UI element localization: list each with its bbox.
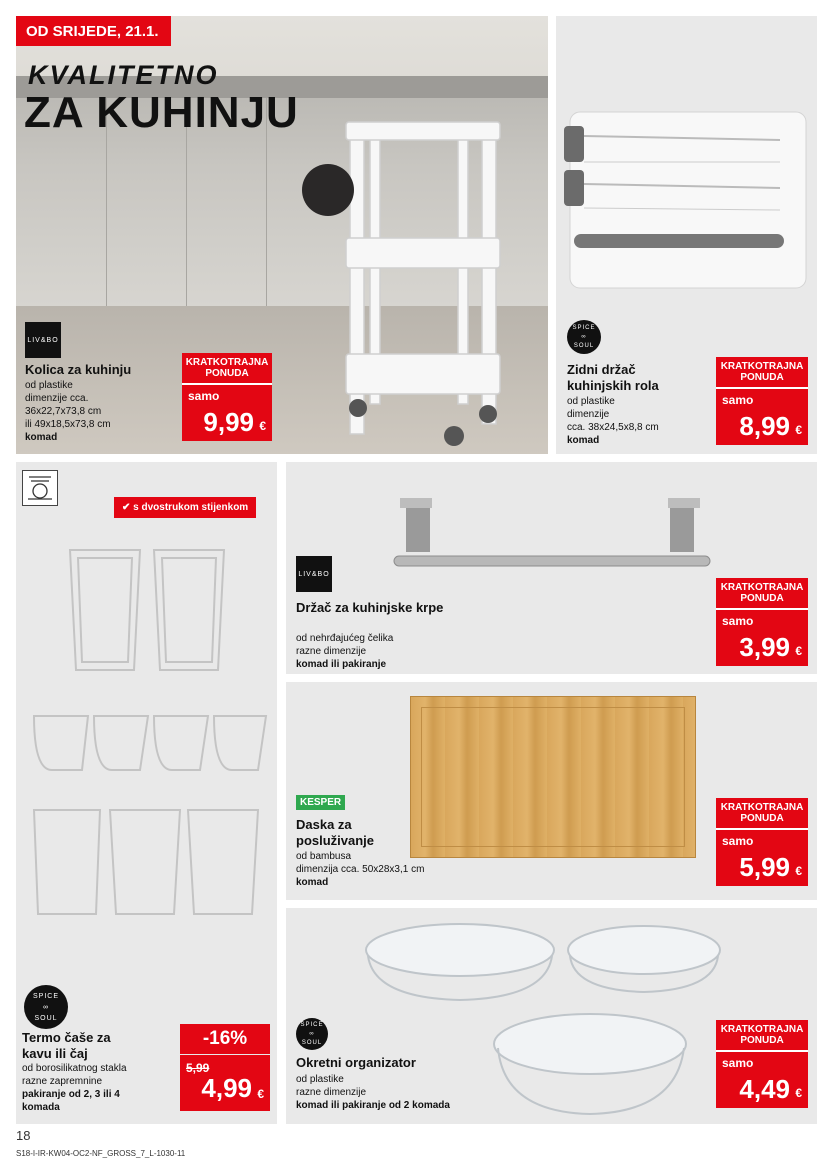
product-desc [296,1073,496,1112]
samo-label: samo [722,614,754,628]
feature-tag: ✔ s dvostrukom stijenkom [114,497,256,518]
product-desc [25,379,175,444]
hero-title-line1: KVALITETNO [28,60,219,90]
price-tag [716,357,808,445]
discount-badge: -16% [180,1024,270,1054]
desc-line: razne zapremnine [22,1076,103,1087]
brand-text: ∞ [309,1030,315,1037]
feature-text: s dvostrukom stijenkom [133,502,249,513]
offer-flag: KRATKOTRAJNA PONUDA [716,1020,808,1052]
color-swatch-black [302,164,354,216]
currency: € [259,419,266,433]
price-tag [716,1020,808,1108]
desc-line: dimenzije [567,409,610,420]
desc-line: dimenzija cca. 50x28x3,1 cm [296,864,425,875]
product-name: Okretni organizator [296,1055,416,1070]
samo-label: samo [722,834,754,848]
desc-line: od borosilikatnog stakla [22,1063,127,1074]
product-desc [567,395,697,447]
currency: € [795,423,802,437]
brand-logo-kesper: KESPER [296,795,345,810]
unit-label: komad ili pakiranje [296,659,387,670]
unit-label: komad ili pakiranje od 2 komada [296,1100,450,1111]
currency: € [795,644,802,658]
page-number: 18 [16,1128,31,1143]
product-name: Termo čaše za kavu ili čaj [22,1030,111,1061]
brand-logo: LIV&BO [25,322,61,358]
brand-text: SOUL [301,1039,323,1046]
desc-line: od plastike [567,396,615,407]
price-tag [716,578,808,666]
desc-line: cca. 38x24,5x8,8 cm [567,422,659,433]
product-desc [296,850,466,889]
currency: € [795,864,802,878]
desc-line: od plastike [296,1074,344,1085]
brand-logo: LIV&BO [296,556,332,592]
unit-label: pakiranje od 2, 3 ili 4 komada [22,1089,120,1113]
product-name: Držač za kuhinjske krpe [296,600,444,615]
price-value: 9,99 [203,407,254,437]
product-name: Daska za posluživanje [296,817,375,848]
offer-flag: KRATKOTRAJNA PONUDA [716,578,808,610]
samo-label: samo [722,393,754,407]
brand-text: ∞ [43,1003,49,1011]
brand-text: SPICE [300,1021,324,1028]
offer-flag: KRATKOTRAJNA PONUDA [182,353,272,385]
price-value: 8,99 [739,411,790,441]
product-name: Kolica za kuhinju [25,362,132,377]
brand-logo-spice-soul [24,985,68,1029]
product-desc [22,1062,182,1114]
desc-line: razne dimenzije [296,1087,367,1098]
old-price: 5,99 [186,1061,210,1075]
hero-title-line2: ZA KUHINJU [24,88,299,137]
price-tag [182,353,272,441]
desc-line: od nehrđajućeg čelika [296,633,394,644]
price-tag [716,798,808,886]
brand-text: ∞ [581,333,587,340]
roll-holder-image [560,106,810,296]
desc-line: 36x22,7x73,8 cm [25,406,102,417]
unit-label: komad [296,877,329,888]
product-desc [296,632,456,671]
price-value: 3,99 [739,632,790,662]
desc-line: ili 49x18,5x73,8 cm [25,419,111,430]
brand-logo-spice-soul [296,1018,328,1050]
desc-line: razne dimenzije [296,646,367,657]
unit-label: komad [567,435,600,446]
brand-text: SPICE [32,992,59,1000]
brand-logo-spice-soul [567,320,601,354]
desc-line: od bambusa [296,851,352,862]
desc-line: od plastike [25,380,73,391]
price-value: 5,99 [739,852,790,882]
glasses-image [30,540,270,920]
kitchen-trolley-image [336,116,536,454]
footer-code: S18-I-IR-KW04-OC2-NF_GROSS_7_L-1030-11 [16,1149,186,1158]
currency: € [257,1087,264,1101]
price-tag [180,1055,270,1111]
brand-text: SOUL [573,342,595,349]
samo-label: samo [188,389,220,403]
price-value: 4,49 [739,1074,790,1104]
bamboo-board-image [410,696,696,858]
currency: € [795,1086,802,1100]
samo-label: samo [722,1056,754,1070]
desc-line: dimenzije cca. [25,393,89,404]
dishwasher-safe-icon [22,470,58,506]
price-value: 4,99 [201,1073,252,1103]
offer-flag: KRATKOTRAJNA PONUDA [716,357,808,389]
offer-flag: KRATKOTRAJNA PONUDA [716,798,808,830]
product-name: Zidni držač kuhinjskih rola [567,362,659,393]
brand-text: SPICE [572,324,596,331]
towel-holder-image [392,492,712,582]
unit-label: komad [25,432,58,443]
date-tag: OD SRIJEDE, 21.1. [16,16,171,46]
brand-text: SOUL [34,1014,58,1022]
